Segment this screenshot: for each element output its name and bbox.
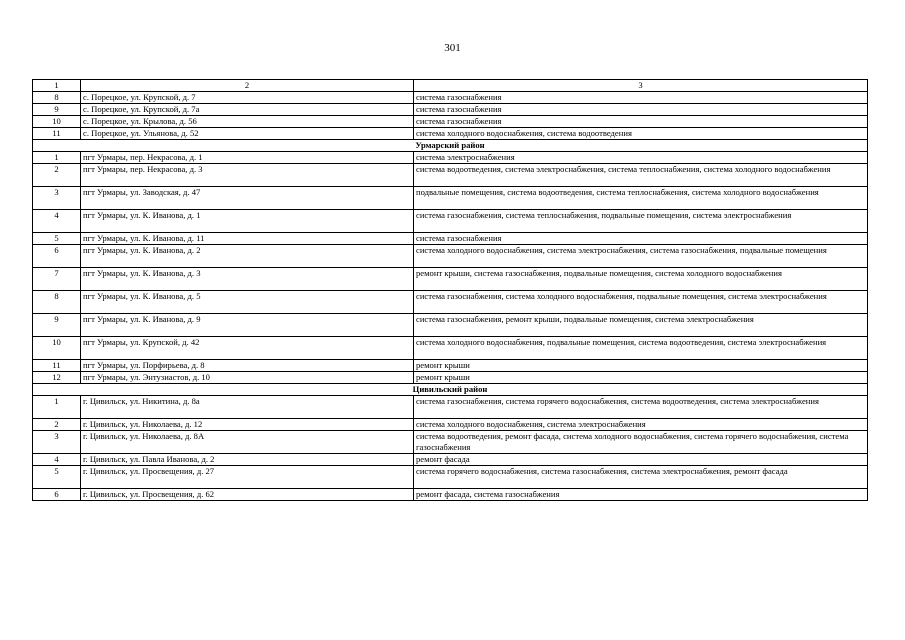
works-cell: система водоотведения, ремонт фасада, система холодного водоснабжения, система горячего водоснабжения, система газоснабжения (414, 431, 868, 454)
works-cell: система холодного водоснабжения, подвальные помещения, система водоотведения, система электроснабжения (414, 337, 868, 360)
district-title: Цивильский район (33, 384, 868, 396)
row-number-cell: 2 (33, 419, 81, 431)
column-number: 1 (33, 80, 81, 92)
row-number-cell: 1 (33, 396, 81, 419)
row-number-cell: 11 (33, 128, 81, 140)
works-cell: система холодного водоснабжения, система водоотведения (414, 128, 868, 140)
works-cell: система водоотведения, система электроснабжения, система теплоснабжения, система холодного водоснабжения (414, 164, 868, 187)
table-row (33, 92, 868, 104)
table-row (33, 268, 868, 291)
register-table-body (33, 80, 868, 501)
table-row (33, 466, 868, 489)
address-cell: пгт Урмары, пер. Некрасова, д. 1 (81, 152, 414, 164)
works-cell: система газоснабжения, система холодного водоснабжения, подвальные помещения, система электроснабжения (414, 291, 868, 314)
district-header-row (33, 140, 868, 152)
address-cell: г. Цивильск, ул. Никитина, д. 8а (81, 396, 414, 419)
works-cell: система холодного водоснабжения, система электроснабжения (414, 419, 868, 431)
row-number-cell: 4 (33, 454, 81, 466)
row-number-cell: 9 (33, 104, 81, 116)
row-number-cell: 8 (33, 92, 81, 104)
address-cell: пгт Урмары, ул. К. Иванова, д. 11 (81, 233, 414, 245)
column-number: 2 (81, 80, 414, 92)
address-cell: пгт Урмары, ул. К. Иванова, д. 3 (81, 268, 414, 291)
address-cell: г. Цивильск, ул. Николаева, д. 8А (81, 431, 414, 454)
works-cell: ремонт крыши (414, 360, 868, 372)
column-number-row (33, 80, 868, 92)
works-cell: система газоснабжения (414, 233, 868, 245)
district-header-row (33, 384, 868, 396)
address-cell: с. Порецкое, ул. Ульянова, д. 52 (81, 128, 414, 140)
works-cell: система горячего водоснабжения, система газоснабжения, система электроснабжения, ремонт фасада (414, 466, 868, 489)
register-table (32, 79, 868, 501)
table-row (33, 152, 868, 164)
address-cell: пгт Урмары, ул. К. Иванова, д. 2 (81, 245, 414, 268)
column-number: 3 (414, 80, 868, 92)
row-number-cell: 11 (33, 360, 81, 372)
table-row (33, 187, 868, 210)
row-number-cell: 7 (33, 268, 81, 291)
table-row (33, 396, 868, 419)
table-row (33, 489, 868, 501)
row-number-cell: 8 (33, 291, 81, 314)
row-number-cell: 10 (33, 337, 81, 360)
table-row (33, 210, 868, 233)
address-cell: пгт Урмары, ул. Порфирьева, д. 8 (81, 360, 414, 372)
table-row (33, 164, 868, 187)
row-number-cell: 2 (33, 164, 81, 187)
works-cell: ремонт крыши, система газоснабжения, подвальные помещения, система холодного водоснабжения (414, 268, 868, 291)
table-row (33, 337, 868, 360)
row-number-cell: 5 (33, 233, 81, 245)
works-cell: ремонт фасада, система газоснабжения (414, 489, 868, 501)
table-row (33, 233, 868, 245)
table-row (33, 360, 868, 372)
row-number-cell: 9 (33, 314, 81, 337)
table-row (33, 314, 868, 337)
works-cell: система электроснабжения (414, 152, 868, 164)
works-cell: система газоснабжения, ремонт крыши, подвальные помещения, система электроснабжения (414, 314, 868, 337)
table-row (33, 245, 868, 268)
address-cell: пгт Урмары, ул. Заводская, д. 47 (81, 187, 414, 210)
works-cell: система холодного водоснабжения, система электроснабжения, система газоснабжения, подвальные помещения (414, 245, 868, 268)
table-row (33, 372, 868, 384)
address-cell: пгт Урмары, ул. К. Иванова, д. 1 (81, 210, 414, 233)
address-cell: г. Цивильск, ул. Просвещения, д. 62 (81, 489, 414, 501)
district-title: Урмарский район (33, 140, 868, 152)
address-cell: с. Порецкое, ул. Крупской, д. 7 (81, 92, 414, 104)
row-number-cell: 3 (33, 431, 81, 454)
address-cell: г. Цивильск, ул. Николаева, д. 12 (81, 419, 414, 431)
works-cell: подвальные помещения, система водоотведения, система теплоснабжения, система холодного водоснабжения (414, 187, 868, 210)
row-number-cell: 6 (33, 489, 81, 501)
address-cell: пгт Урмары, ул. Энтузиастов, д. 10 (81, 372, 414, 384)
row-number-cell: 4 (33, 210, 81, 233)
table-row (33, 291, 868, 314)
works-cell: система газоснабжения (414, 92, 868, 104)
row-number-cell: 12 (33, 372, 81, 384)
address-cell: г. Цивильск, ул. Павла Иванова, д. 2 (81, 454, 414, 466)
works-cell: ремонт фасада (414, 454, 868, 466)
address-cell: пгт Урмары, ул. Крупской, д. 42 (81, 337, 414, 360)
row-number-cell: 5 (33, 466, 81, 489)
table-row (33, 431, 868, 454)
table-row (33, 419, 868, 431)
address-cell: с. Порецкое, ул. Крупской, д. 7а (81, 104, 414, 116)
row-number-cell: 10 (33, 116, 81, 128)
row-number-cell: 3 (33, 187, 81, 210)
works-cell: система газоснабжения (414, 116, 868, 128)
works-cell: система газоснабжения, система горячего водоснабжения, система водоотведения, система электроснабжения (414, 396, 868, 419)
address-cell: г. Цивильск, ул. Просвещения, д. 27 (81, 466, 414, 489)
page-number: 301 (444, 42, 461, 54)
row-number-cell: 1 (33, 152, 81, 164)
address-cell: пгт Урмары, ул. К. Иванова, д. 9 (81, 314, 414, 337)
table-row (33, 116, 868, 128)
table-row (33, 454, 868, 466)
works-cell: ремонт крыши (414, 372, 868, 384)
table-row (33, 128, 868, 140)
row-number-cell: 6 (33, 245, 81, 268)
works-cell: система газоснабжения (414, 104, 868, 116)
works-cell: система газоснабжения, система теплоснабжения, подвальные помещения, система электроснабжения (414, 210, 868, 233)
table-row (33, 104, 868, 116)
address-cell: пгт Урмары, ул. К. Иванова, д. 5 (81, 291, 414, 314)
address-cell: с. Порецкое, ул. Крылова, д. 56 (81, 116, 414, 128)
address-cell: пгт Урмары, пер. Некрасова, д. 3 (81, 164, 414, 187)
